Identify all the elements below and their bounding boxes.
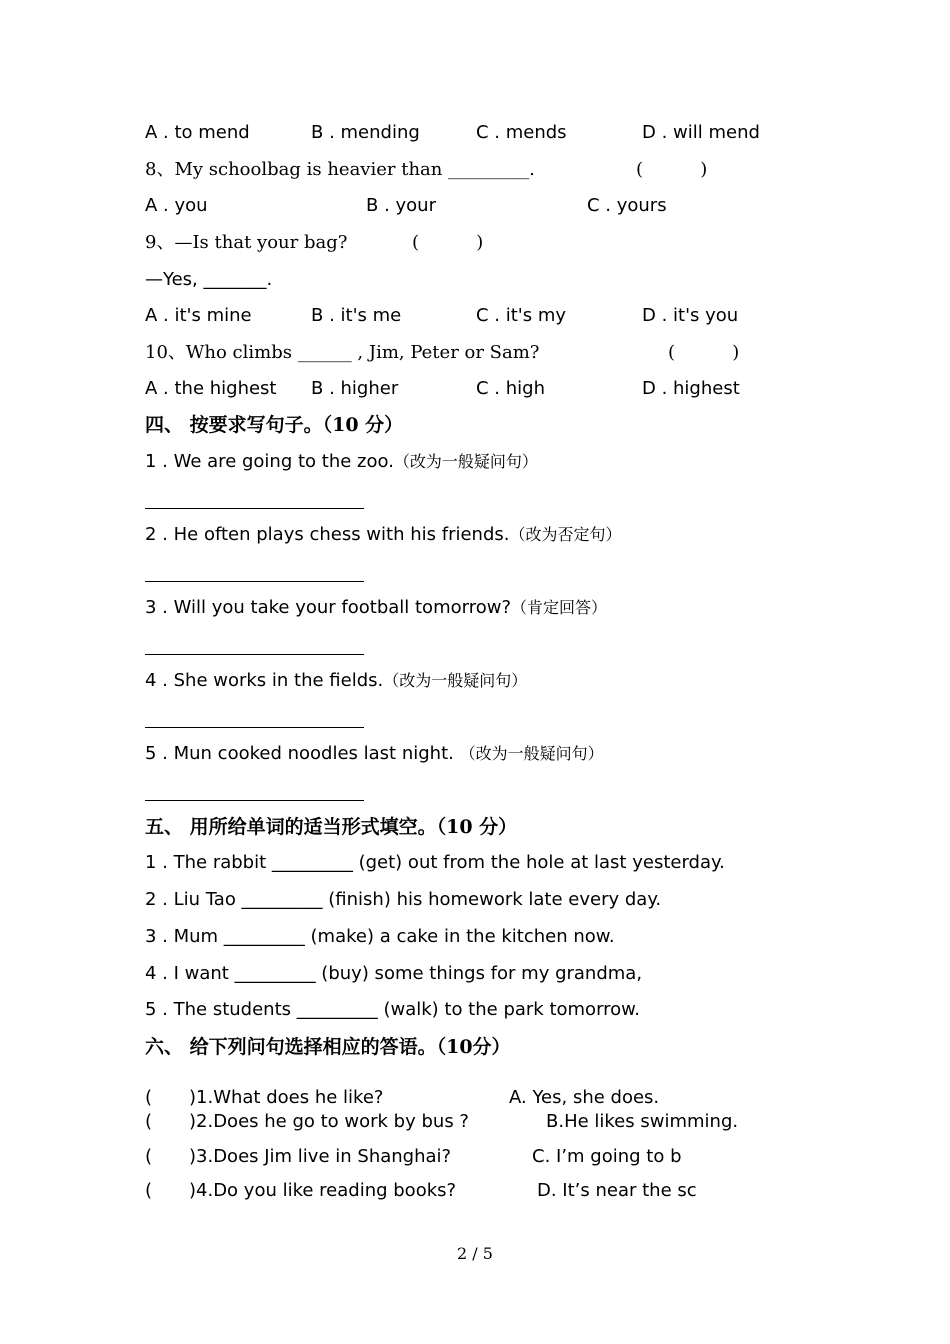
s5-item-1: 1 . The rabbit _________ (get) out from the hole at last yesterday. bbox=[145, 852, 725, 873]
answer-line-3[interactable] bbox=[145, 654, 364, 655]
s4-item-1 bbox=[145, 451, 538, 473]
s6-paren-3: ( bbox=[145, 1146, 153, 1167]
s6-answer-a: A. Yes, she does. bbox=[509, 1087, 660, 1108]
s5-item-3: 3 . Mum _________ (make) a cake in the kitchen now. bbox=[145, 926, 615, 947]
s4-item-text: 3 . Will you take your football tomorrow? bbox=[145, 597, 511, 618]
q9-stem: 9、—Is that your bag? bbox=[145, 232, 348, 253]
s5-item-2: 2 . Liu Tao _________ (finish) his homework late every day. bbox=[145, 889, 662, 910]
s4-item-4 bbox=[145, 670, 527, 692]
s6-answer-b: B.He likes swimming. bbox=[546, 1111, 739, 1132]
s6-question-1: )1.What does he like? bbox=[189, 1087, 384, 1108]
s5-item-4: 4 . I want _________ (buy) some things for my grandma, bbox=[145, 963, 643, 984]
q7-option-c: C . mends bbox=[476, 122, 567, 143]
s4-item-5 bbox=[145, 743, 604, 765]
s5-item-5: 5 . The students _________ (walk) to the park tomorrow. bbox=[145, 999, 640, 1020]
answer-line-5[interactable] bbox=[145, 800, 364, 801]
q8-option-c: C . yours bbox=[587, 195, 667, 216]
q9-option-b: B . it's me bbox=[311, 305, 402, 326]
q10-option-a: A . the highest bbox=[145, 378, 277, 399]
s6-question-2: )2.Does he go to work by bus ? bbox=[189, 1111, 469, 1132]
s4-item-text: 2 . He often plays chess with his friends. bbox=[145, 524, 510, 545]
answer-line-4[interactable] bbox=[145, 727, 364, 728]
s6-answer-c: C. I’m going to b bbox=[532, 1146, 682, 1167]
answer-line-2[interactable] bbox=[145, 581, 364, 582]
s6-answer-d: D. It’s near the sc bbox=[537, 1180, 697, 1201]
q10-option-c: C . high bbox=[476, 378, 545, 399]
q10-answer-paren: ( ) bbox=[668, 342, 740, 363]
q7-option-d: D . will mend bbox=[642, 122, 760, 143]
s4-item-note: （改为一般疑问句） bbox=[393, 452, 538, 471]
s4-item-note: （改为否定句） bbox=[509, 525, 622, 544]
q7-option-a: A . to mend bbox=[145, 122, 250, 143]
q7-option-b: B . mending bbox=[311, 122, 420, 143]
s6-paren-1: ( bbox=[145, 1087, 153, 1108]
q9-reply: —Yes, _______. bbox=[145, 269, 273, 290]
q9-option-d: D . it's you bbox=[642, 305, 739, 326]
q8-stem: 8、My schoolbag is heavier than _________. bbox=[145, 159, 535, 180]
q8-answer-paren: ( ) bbox=[636, 159, 708, 180]
s4-item-note: （改为一般疑问句） bbox=[383, 671, 528, 690]
s6-paren-4: ( bbox=[145, 1180, 153, 1201]
section-5-title: 五、 用所给单词的适当形式填空。（10 分） bbox=[145, 816, 518, 838]
q9-option-c: C . it's my bbox=[476, 305, 567, 326]
q8-option-a: A . you bbox=[145, 195, 208, 216]
q10-stem: 10、Who climbs ______ , Jim, Peter or Sam? bbox=[145, 342, 540, 363]
q9-option-a: A . it's mine bbox=[145, 305, 252, 326]
s6-question-3: )3.Does Jim live in Shanghai? bbox=[189, 1146, 452, 1167]
s4-item-text: 1 . We are going to the zoo. bbox=[145, 451, 394, 472]
s6-question-4: )4.Do you like reading books? bbox=[189, 1180, 457, 1201]
s4-item-text: 5 . Mun cooked noodles last night. bbox=[145, 743, 454, 764]
q8-option-b: B . your bbox=[366, 195, 436, 216]
q10-option-b: B . higher bbox=[311, 378, 399, 399]
s4-item-note: （改为一般疑问句） bbox=[459, 744, 604, 763]
answer-line-1[interactable] bbox=[145, 508, 364, 509]
s4-item-3 bbox=[145, 597, 607, 619]
q10-option-d: D . highest bbox=[642, 378, 740, 399]
q9-answer-paren: ( ) bbox=[412, 232, 484, 253]
section-6-title: 六、 给下列问句选择相应的答语。（10分） bbox=[145, 1036, 511, 1058]
s4-item-note: （肯定回答） bbox=[511, 598, 608, 617]
section-4-title: 四、 按要求写句子。（10 分） bbox=[145, 414, 404, 436]
s4-item-2 bbox=[145, 524, 622, 546]
page-number: 2 / 5 bbox=[457, 1244, 493, 1263]
s4-item-text: 4 . She works in the fields. bbox=[145, 670, 384, 691]
s6-paren-2: ( bbox=[145, 1111, 153, 1132]
